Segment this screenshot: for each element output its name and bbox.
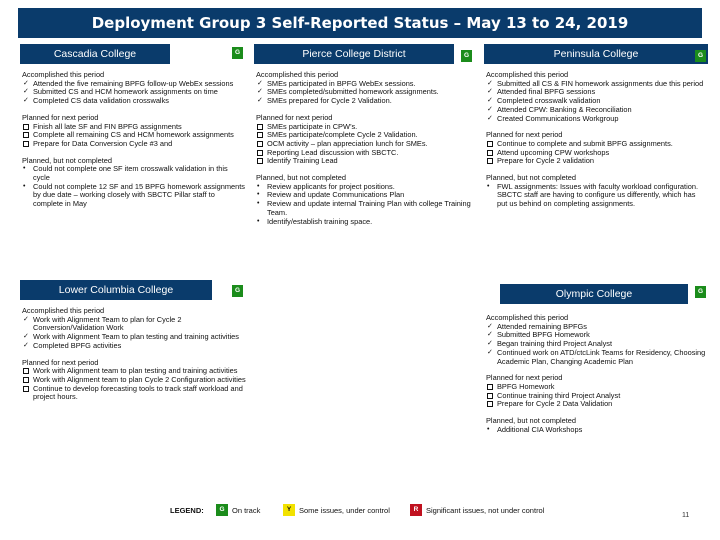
list-item: • Identify/establish training space. [257,216,373,226]
list-item: ✓ Submitted CS and HCM homework assignments on time [23,87,218,97]
page-number: 11 [682,512,690,519]
list-item: ✓ Created Communications Workgroup [487,113,619,123]
list-item: ✓ Submitted BPFG Homework [487,330,590,340]
list-item: Continue training third Project Analyst [486,392,706,401]
section-heading: Planned for next period [22,357,99,367]
check-icon: ✓ [23,88,29,96]
check-icon: ✓ [487,79,493,87]
legend-swatch-yellow: Y [283,504,295,516]
college-header: Lower Columbia College [20,280,212,300]
list-item: Attend upcoming CPW workshops [486,149,706,158]
list-item: ✓ Attended CPW: Banking & Reconciliation [487,104,632,114]
checkbox-icon [487,150,493,156]
bullet-icon: • [487,182,490,190]
check-icon: ✓ [487,105,493,113]
list-item: Reporting Lead discussion with SBCTC. [256,149,476,158]
check-icon: ✓ [487,88,493,96]
checkbox-icon [257,132,263,138]
college-panel-cascadia [20,44,248,276]
checkbox-icon [487,401,493,407]
check-icon: ✓ [487,322,493,330]
list-item: ✓ Submitted all CS & FIN homework assignments due this period [487,78,704,88]
check-icon: ✓ [23,97,29,105]
check-icon: ✓ [23,315,29,323]
list-item: Prepare for Cycle 2 Data Validation [486,400,706,409]
check-icon: ✓ [257,79,263,87]
section-heading: Planned, but not completed [486,416,576,426]
status-badge: G [461,50,472,62]
section-heading: Accomplished this period [256,70,339,79]
list-item: ✓ SMEs prepared for Cycle 2 Validation. [257,96,392,106]
college-body [486,314,706,442]
section-heading: Accomplished this period [486,70,569,79]
list-item: Prepare for Data Conversion Cycle #3 and [22,140,246,149]
list-item: • Review and update Communications Plan [257,190,405,200]
list-item: Complete all remaining CS and HCM homework assignments [22,131,246,140]
checkbox-icon [23,132,29,138]
list-item: BPFG Homework [486,383,706,392]
checkbox-icon [23,386,29,392]
bullet-icon: • [23,165,26,173]
bullet-icon: • [257,200,260,208]
list-item: • Could not complete 12 SF and 15 BPFG homework assignments by due date – working closely with SBCTC Pillar staff to complete in May [23,181,245,209]
college-body [22,71,246,217]
checkbox-icon [257,124,263,130]
college-panel-olympic [484,284,708,484]
list-item: ✓ SMEs completed/submitted homework assignments. [257,87,439,97]
list-item: ✓ Work with Alignment Team to plan testing and training activities [23,332,239,342]
list-item: Continue to complete and submit BPFG assignments. [486,140,706,149]
list-item: • Additional CIA Workshops [487,424,583,434]
list-item: • FWL assignments: Issues with faculty workload configuration. SBCTC staff are having to configure us differently, which has put us behind on completing assignments. [487,181,699,209]
list-item: ✓ Work with Alignment Team to plan for Cycle 2 Conversion/Validation Work [23,314,182,333]
list-item: ✓ Completed crosswalk validation [487,96,601,106]
bullet-icon: • [257,182,260,190]
list-item: ✓ Completed BPFG activities [23,340,122,350]
list-item: ✓ Attended final BPFG sessions [487,87,596,97]
section-heading: Planned for next period [22,112,99,122]
checkbox-icon [257,141,263,147]
list-item: SMEs participate/complete Cycle 2 Validation. [256,131,476,140]
list-item: Continue to develop forecasting tools to track staff workload and project hours. [22,385,246,402]
checkbox-icon [257,150,263,156]
list-item: OCM activity – plan appreciation lunch for SMEs. [256,140,476,149]
section-heading: Accomplished this period [22,306,105,315]
checkbox-icon [23,124,29,130]
list-item: • Could not complete one SF item crosswalk validation in this cycle [23,164,228,183]
list-item: Work with Alignment team to plan Cycle 2 Configuration activities [22,376,246,385]
section-heading: Planned, but not completed [22,155,112,165]
college-body [22,307,246,410]
section-heading: Accomplished this period [486,313,569,322]
list-item: Work with Alignment team to plan testing and training activities [22,367,246,376]
legend-text-red: Significant issues, not under control [426,506,545,515]
section-heading: Planned for next period [256,112,333,122]
checkbox-icon [23,377,29,383]
checkbox-icon [487,393,493,399]
legend-swatch-red: R [410,504,422,516]
check-icon: ✓ [257,88,263,96]
college-header: Peninsula College [484,44,708,64]
check-icon: ✓ [23,79,29,87]
checkbox-icon [487,158,493,164]
college-panel-peninsula [484,44,708,276]
legend-label: LEGEND: [170,506,204,515]
status-badge: G [695,286,706,298]
check-icon: ✓ [487,340,493,348]
list-item: ✓ Completed CS data validation crosswalks [23,96,169,106]
legend-text-green: On track [232,506,261,515]
list-item: SMEs participate in CPW’s. [256,123,476,132]
college-header: Olympic College [500,284,688,304]
page-title: Deployment Group 3 Self-Reported Status – May 13 to 24, 2019 [18,8,702,38]
list-item: • Review and update internal Training Plan with college Training Team. [257,199,471,217]
checkbox-icon [487,141,493,147]
status-badge: G [695,50,706,62]
check-icon: ✓ [487,114,493,122]
status-badge: G [232,285,243,297]
section-heading: Planned for next period [486,130,563,140]
college-body [256,71,476,234]
checkbox-icon [23,368,29,374]
list-item: Finish all late SF and FIN BPFG assignments [22,123,246,132]
list-item: ✓ Attended remaining BPFGs [487,321,587,331]
checkbox-icon [23,141,29,147]
list-item: ✓ Began training third Project Analyst [487,339,613,349]
bullet-icon: • [23,182,26,190]
list-item: Prepare for Cycle 2 validation [486,157,706,166]
list-item: ✓ Attended the five remaining BPFG follow-up WebEx sessions [23,78,234,88]
legend-swatch-green: G [216,504,228,516]
status-badge: G [232,47,243,59]
checkbox-icon [487,384,493,390]
bullet-icon: • [257,217,260,225]
check-icon: ✓ [257,97,263,105]
section-heading: Accomplished this period [22,70,105,79]
check-icon: ✓ [23,333,29,341]
bullet-icon: • [487,425,490,433]
college-header: Pierce College District [254,44,454,64]
checkbox-icon [257,158,263,164]
check-icon: ✓ [487,348,493,356]
list-item: ✓ Continued work on ATD/ctcLink Teams for Residency, Choosing Academic Plan, Changing Academic Plan [487,347,706,366]
legend-text-yellow: Some issues, under control [299,506,390,515]
section-heading: Planned, but not completed [256,173,346,183]
check-icon: ✓ [487,331,493,339]
section-heading: Planned for next period [486,373,563,383]
section-heading: Planned, but not completed [486,173,576,183]
check-icon: ✓ [487,97,493,105]
college-body [486,71,706,217]
college-panel-lower-columbia [20,280,248,490]
list-item: Identify Training Lead [256,157,476,166]
college-header: Cascadia College [20,44,170,64]
list-item: ✓ SMEs participated in BPFG WebEx sessions. [257,78,416,88]
college-panel-pierce [254,44,478,276]
bullet-icon: • [257,191,260,199]
list-item: • Review applicants for project positions. [257,181,395,191]
check-icon: ✓ [23,341,29,349]
